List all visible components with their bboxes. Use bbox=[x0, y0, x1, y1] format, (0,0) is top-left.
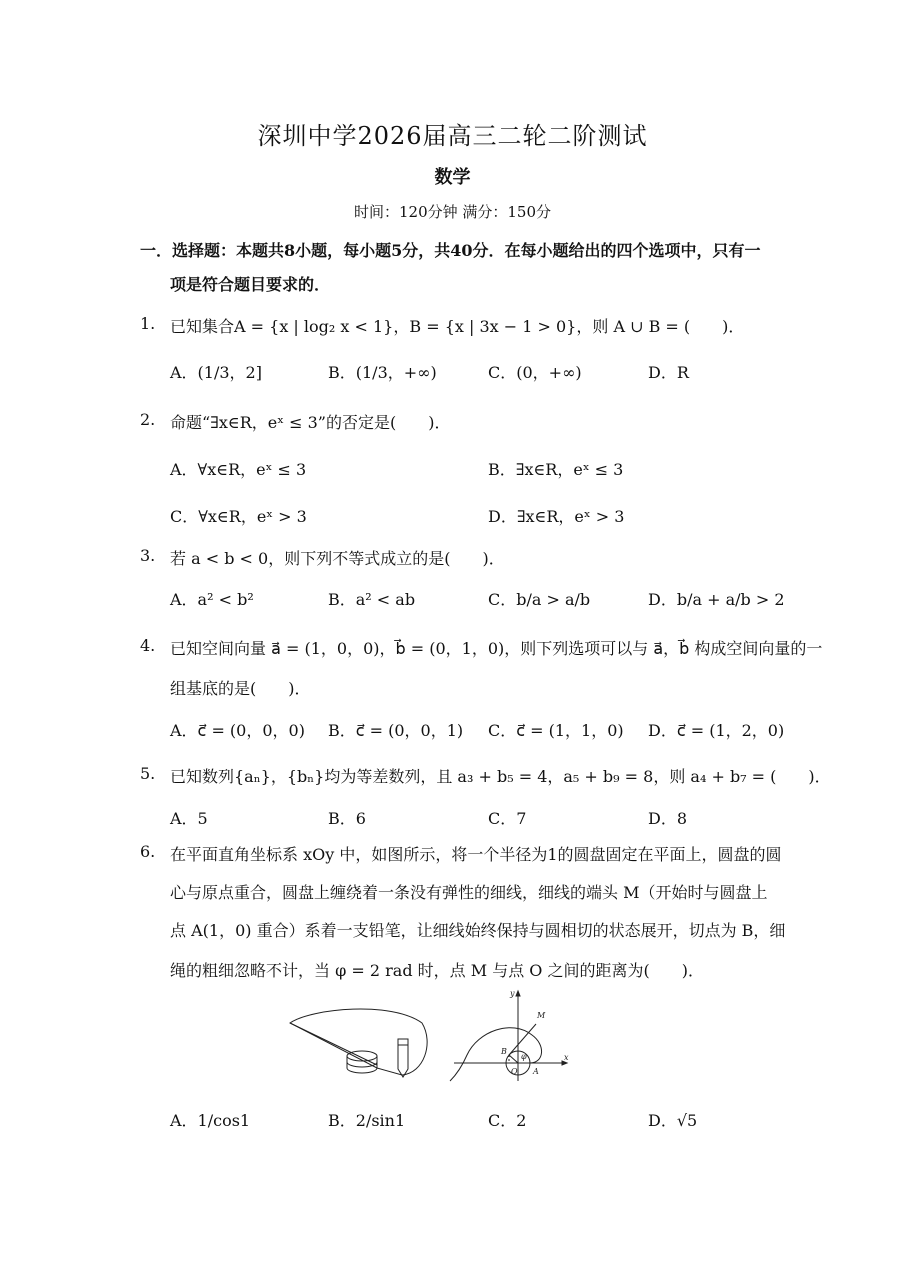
q2-option-d: D．∃x∈R，eˣ > 3 bbox=[488, 507, 625, 526]
q4-option-a: A．c⃗ = (0，0，0) bbox=[170, 721, 305, 740]
q6-figure bbox=[282, 983, 582, 1083]
q5-option-b: B．6 bbox=[328, 809, 366, 828]
figure-label-o: O bbox=[511, 1067, 518, 1076]
q2-option-b: B．∃x∈R，eˣ ≤ 3 bbox=[488, 460, 624, 479]
q3-option-d: D．b/a + a/b > 2 bbox=[648, 590, 785, 609]
q2-number: 2. bbox=[140, 410, 156, 429]
figure-label-a: A bbox=[533, 1067, 539, 1076]
q6-stem-line-4: 绳的粗细忽略不计，当 φ = 2 rad 时，点 M 与点 O 之间的距离为( )． bbox=[170, 961, 704, 980]
q2-option-c: C．∀x∈R，eˣ > 3 bbox=[170, 507, 307, 526]
q3-number: 3. bbox=[140, 546, 156, 565]
q6-option-a: A．1/cos1 bbox=[170, 1111, 251, 1130]
q1-option-d: D．R bbox=[648, 363, 689, 382]
q6-stem-line-2: 心与原点重合，圆盘上缠绕着一条没有弹性的细线，细线的端头 M（开始时与圆盘上 bbox=[170, 883, 768, 902]
q5-option-c: C．7 bbox=[488, 809, 527, 828]
q3-stem-line-1: 若 a < b < 0，则下列不等式成立的是( )． bbox=[170, 549, 505, 568]
q1-option-c: C．(0，+∞) bbox=[488, 363, 582, 382]
q2-stem-line-1: 命题“∃x∈R，eˣ ≤ 3”的否定是( )． bbox=[170, 413, 451, 432]
figure-label-y: y bbox=[510, 989, 515, 998]
q1-stem-line-1: 已知集合A = {x | log₂ x < 1}，B = {x | 3x − 1 > 0}，则 A ∪ B = ( )． bbox=[170, 317, 745, 336]
exam-subject: 数学 bbox=[434, 167, 471, 188]
q4-option-b: B．c⃗ = (0，0，1) bbox=[328, 721, 464, 740]
q6-number: 6. bbox=[140, 842, 156, 861]
q5-number: 5. bbox=[140, 764, 156, 783]
figure-label-phi: φ bbox=[521, 1052, 527, 1061]
q6-option-d: D．√5 bbox=[648, 1111, 698, 1130]
involute-diagram bbox=[450, 991, 567, 1081]
q4-stem-line-2: 组基底的是( )． bbox=[170, 679, 311, 698]
exam-title: 深圳中学2026届高三二轮二阶测试 bbox=[257, 122, 648, 150]
q3-option-b: B．a² < ab bbox=[328, 590, 416, 609]
q6-option-c: C．2 bbox=[488, 1111, 527, 1130]
q5-option-a: A．5 bbox=[170, 809, 208, 828]
q5-option-d: D．8 bbox=[648, 809, 688, 828]
q1-number: 1. bbox=[140, 314, 156, 333]
q2-option-a: A．∀x∈R，eˣ ≤ 3 bbox=[170, 460, 307, 479]
pencil-string-illustration bbox=[290, 1009, 427, 1077]
q6-stem-line-1: 在平面直角坐标系 xOy 中，如图所示，将一个半径为1的圆盘固定在平面上，圆盘的圆 bbox=[170, 845, 782, 864]
section-heading-line-1: 一．选择题：本题共8小题，每小题5分，共40分．在每小题给出的四个选项中，只有一 bbox=[140, 241, 761, 260]
q3-option-c: C．b/a > a/b bbox=[488, 590, 591, 609]
q4-number: 4. bbox=[140, 636, 156, 655]
section-heading-line-2: 项是符合题目要求的． bbox=[170, 275, 331, 294]
q4-option-d: D．c⃗ = (1，2，0) bbox=[648, 721, 785, 740]
q1-option-b: B．(1/3，+∞) bbox=[328, 363, 437, 382]
q4-stem-line-1: 已知空间向量 a⃗ = (1，0，0)，b⃗ = (0，1，0)，则下列选项可以与 a⃗，b⃗ 构成空间向量的一 bbox=[170, 639, 823, 658]
q3-option-a: A．a² < b² bbox=[170, 590, 254, 609]
figure-label-x: x bbox=[564, 1053, 569, 1062]
q5-stem-line-1: 已知数列{aₙ}，{bₙ}均为等差数列，且 a₃ + b₅ = 4，a₅ + b₉ = 8，则 a₄ + b₇ = ( )． bbox=[170, 767, 831, 786]
q6-option-b: B．2/sin1 bbox=[328, 1111, 406, 1130]
q6-stem-line-3: 点 A(1，0) 重合）系着一支铅笔，让细线始终保持与圆相切的状态展开，切点为 B，细 bbox=[170, 921, 786, 940]
figure-label-m: M bbox=[537, 1011, 546, 1020]
figure-label-b: B bbox=[501, 1047, 507, 1056]
q1-option-a: A．(1/3，2] bbox=[170, 363, 262, 382]
exam-meta: 时间：120分钟 满分：150分 bbox=[353, 203, 552, 221]
q4-option-c: C．c⃗ = (1，1，0) bbox=[488, 721, 624, 740]
